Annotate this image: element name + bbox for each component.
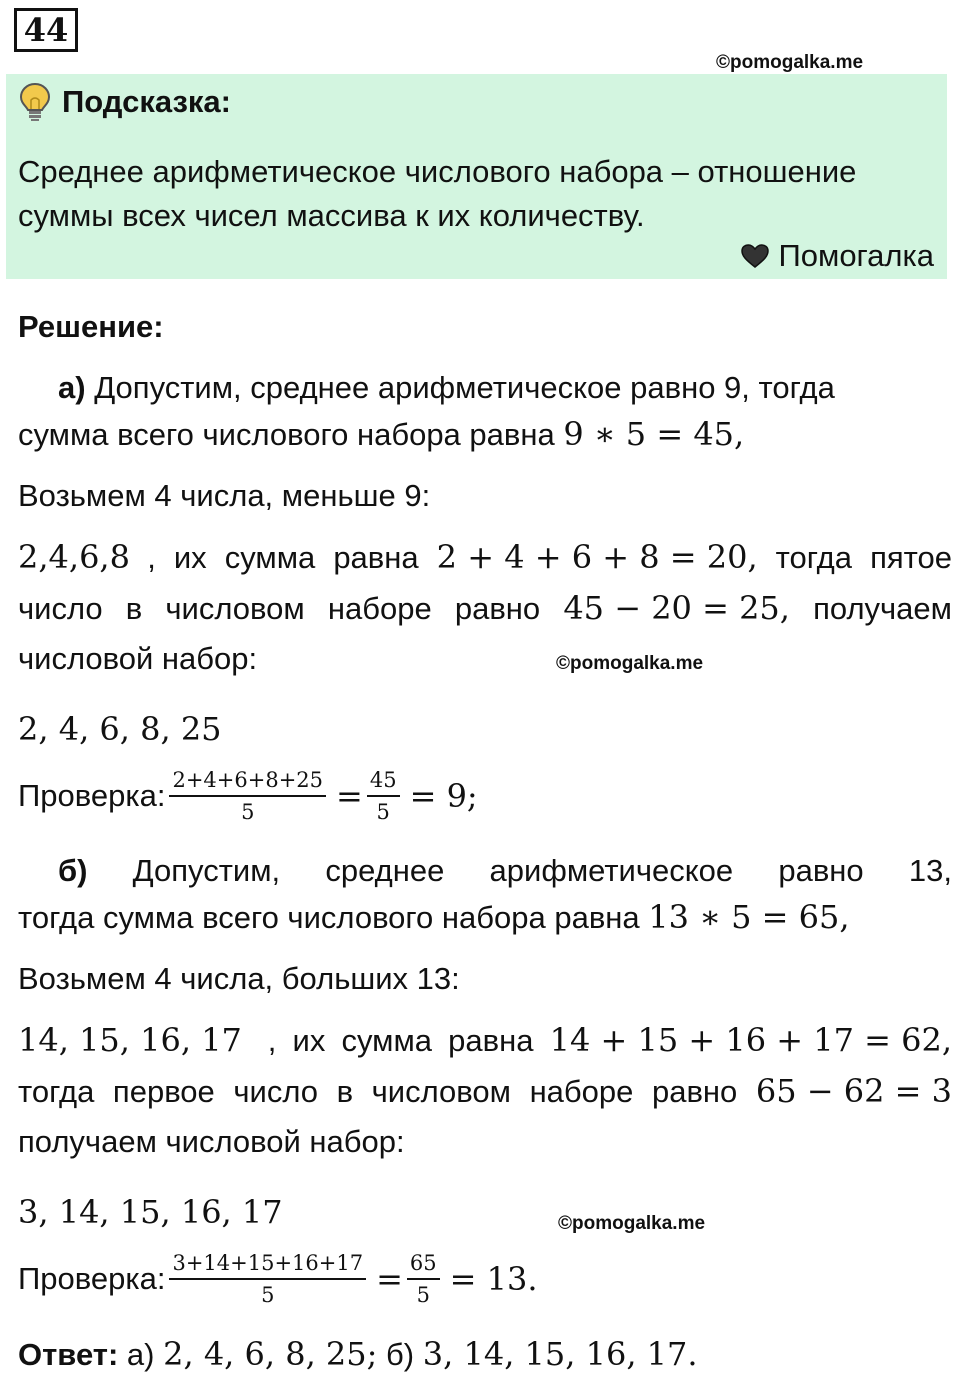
word: сумма	[224, 540, 316, 575]
word: арифметическое	[489, 853, 734, 888]
fraction-denominator: 5	[241, 800, 255, 824]
part-a-result-set: 2, 4, 6, 8, 25	[18, 710, 222, 748]
word: число	[233, 1074, 319, 1109]
part-a-line1	[58, 366, 835, 410]
part-b-line1	[58, 849, 952, 893]
part-a-check	[18, 768, 478, 824]
part-a-para-line1	[18, 535, 952, 580]
fraction	[367, 768, 400, 824]
task-number: 44	[14, 8, 78, 52]
word: равна	[448, 1023, 534, 1058]
check-label: Проверка:	[18, 778, 166, 813]
word: среднее	[325, 853, 445, 888]
lightbulb-icon	[18, 82, 52, 127]
fraction-denominator: 5	[261, 1283, 275, 1307]
answer-a-label: а)	[126, 1337, 155, 1372]
word: числовом	[371, 1074, 511, 1109]
check-label: Проверка:	[18, 1261, 166, 1296]
word: получаем	[813, 591, 952, 626]
word: числовом	[165, 591, 305, 626]
word: тогда	[775, 540, 853, 575]
part-a-line2-text: сумма всего числового набора равна	[18, 417, 555, 452]
part-b-label: б)	[58, 853, 88, 888]
word: первое	[112, 1074, 215, 1109]
heart-icon	[740, 243, 770, 269]
part-b-line2-text: тогда сумма всего числового набора равна	[18, 900, 640, 935]
fraction-numerator: 45	[367, 768, 400, 797]
watermark-bottom: ©pomogalka.me	[558, 1213, 706, 1234]
part-b-numbers: 14, 15, 16, 17	[18, 1021, 242, 1059]
part-a-para-line2	[18, 586, 952, 631]
part-a-take-numbers: Возьмем 4 числа, меньше 9:	[18, 478, 431, 513]
part-a-line1-text: Допустим, среднее арифметическое равно 9, тогда	[94, 370, 835, 405]
part-b-comma: ,	[267, 1023, 277, 1058]
solution-title: Решение:	[18, 309, 164, 344]
word: тогда	[18, 1074, 95, 1109]
part-b-para-line2	[18, 1069, 952, 1114]
part-a-diff-math: 45 − 20 = 25,	[563, 589, 790, 627]
check-result: = 13.	[449, 1260, 538, 1298]
part-a-line2-math: 9 ∗ 5 = 45,	[563, 415, 745, 453]
part-a-sum-math: 2 + 4 + 6 + 8 = 20,	[436, 538, 758, 576]
answer-label: Ответ:	[18, 1337, 119, 1372]
answer-line	[18, 1332, 698, 1377]
word: наборе	[529, 1074, 634, 1109]
answer-a-value: 2, 4, 6, 8, 25;	[163, 1335, 378, 1373]
word: наборе	[327, 591, 432, 626]
fraction	[169, 1251, 366, 1307]
fraction-denominator: 5	[376, 800, 390, 824]
word: в	[125, 591, 143, 626]
fraction-numerator: 2+4+6+8+25	[169, 768, 326, 797]
part-b-diff-math: 65 − 62 = 3	[755, 1072, 952, 1110]
part-a-numbers: 2,4,6,8	[18, 538, 130, 576]
hint-title: Подсказка:	[62, 84, 231, 119]
part-b-sum-math: 14 + 15 + 16 + 17 = 62,	[549, 1021, 952, 1059]
part-b-para-line1	[18, 1018, 952, 1063]
fraction-numerator: 65	[407, 1251, 440, 1280]
word: сумма	[341, 1023, 433, 1058]
word: их	[292, 1023, 326, 1058]
part-b-para-line3: получаем числовой набор:	[18, 1124, 405, 1159]
answer-b-value: 3, 14, 15, 16, 17.	[422, 1335, 698, 1373]
part-b-take-numbers: Возьмем 4 числа, больших 13:	[18, 961, 460, 996]
part-b-line2-math: 13 ∗ 5 = 65,	[648, 898, 850, 936]
part-b-check	[18, 1251, 538, 1307]
word: число	[18, 591, 103, 626]
equals-sign: =	[376, 1260, 403, 1298]
word: равно	[651, 1074, 738, 1109]
signature-text: Помогалка	[778, 238, 934, 273]
word: в	[336, 1074, 354, 1109]
part-b-result-set: 3, 14, 15, 16, 17	[18, 1193, 283, 1231]
fraction	[169, 768, 326, 824]
answer-b-label: б)	[386, 1337, 415, 1372]
word: их	[173, 540, 207, 575]
watermark-middle: ©pomogalka.me	[556, 653, 704, 674]
part-a-comma: ,	[147, 540, 156, 575]
word: Допустим,	[132, 853, 281, 888]
word: равна	[333, 540, 419, 575]
fraction-numerator: 3+14+15+16+17	[169, 1251, 366, 1280]
check-result: = 9;	[409, 777, 478, 815]
part-a-para-line3: числовой набор:	[18, 641, 258, 676]
word: равно	[454, 591, 541, 626]
hint-text: Среднее арифметическое числового набора – отношение суммы всех чисел массива к их количеству.	[18, 154, 857, 233]
part-a-label: а)	[58, 370, 86, 405]
fraction-denominator: 5	[416, 1283, 430, 1307]
part-b-line2	[18, 895, 850, 940]
word: пятое	[870, 540, 952, 575]
part-a-line2	[18, 412, 744, 457]
equals-sign: =	[336, 777, 363, 815]
word: равно	[778, 853, 864, 888]
word: 13,	[908, 853, 952, 888]
fraction	[407, 1251, 440, 1307]
watermark-top: ©pomogalka.me	[716, 52, 864, 73]
hint-signature	[740, 238, 934, 274]
